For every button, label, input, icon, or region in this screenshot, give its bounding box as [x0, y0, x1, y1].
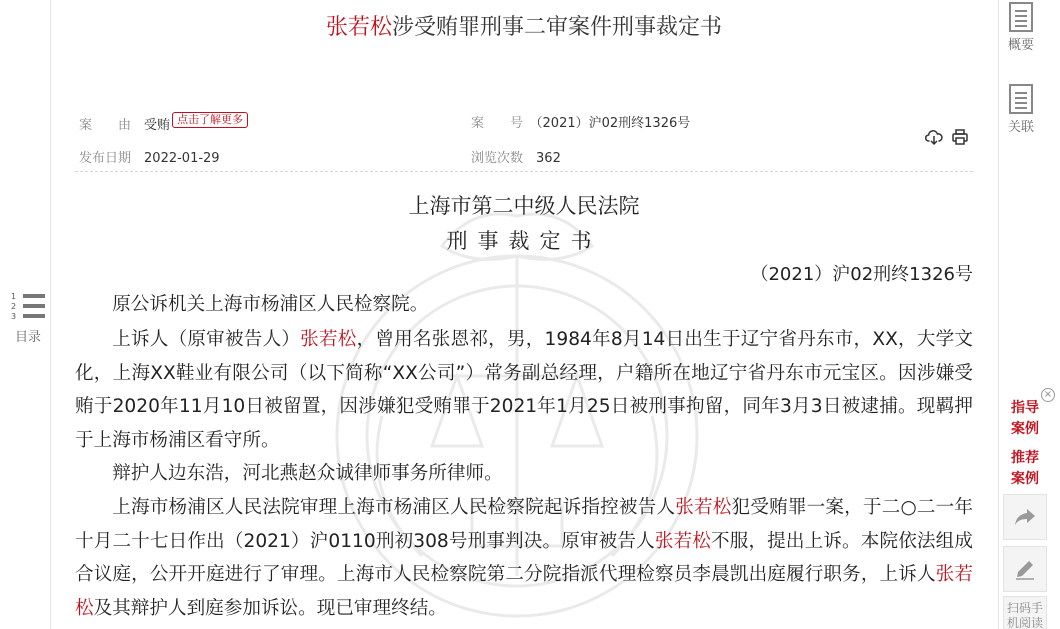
document-area [75, 0, 973, 629]
case-number-value: （2021）沪02刑终1326号 [536, 116, 691, 131]
edit-note-button[interactable] [1003, 546, 1047, 592]
pencil-icon [1013, 557, 1037, 581]
related-label: 关联 [1007, 120, 1034, 135]
page-title [75, 10, 973, 41]
case-number-field: 案 号 （2021）沪02刑终1326号 [471, 116, 691, 131]
publish-date-value: 2022-01-29 [144, 151, 220, 166]
related-button[interactable] [999, 84, 1043, 135]
table-of-contents-button[interactable] [10, 292, 46, 345]
cause-field: 案 由 受贿 点击了解更多 [79, 112, 248, 133]
list-numbered-icon: 1 2 3 [11, 292, 45, 322]
document-type: 刑事裁定书 [446, 229, 602, 253]
recommended-cases-link[interactable]: 推荐案例 [1011, 450, 1039, 487]
paragraph-prosecutor: 原公诉机关上海市杨浦区人民检察院。 [112, 294, 429, 315]
share-button[interactable] [1003, 494, 1047, 540]
overview-button[interactable] [999, 2, 1043, 53]
defendant-name-link[interactable]: 张若松 [75, 564, 973, 619]
defendant-name-link[interactable]: 张若松 [300, 329, 357, 350]
title-defendant-name[interactable]: 张若松 [325, 15, 392, 40]
view-count-value: 362 [536, 151, 561, 166]
title-text: 涉受贿罪刑事二审案件刑事裁定书 [392, 15, 723, 40]
document-case-number: （2021）沪02刑终1326号 [750, 264, 973, 285]
document-icon [1009, 84, 1033, 114]
toc-label: 目录 [14, 330, 41, 345]
cause-value: 受贿 [144, 118, 171, 133]
document-icon [1009, 2, 1033, 32]
close-icon[interactable]: × [1041, 388, 1055, 402]
cloud-download-icon[interactable] [925, 128, 943, 146]
view-count-field: 浏览次数 362 [471, 151, 561, 166]
learn-more-tag[interactable]: 点击了解更多 [172, 112, 248, 128]
publish-date-field: 发布日期 2022-01-29 [79, 151, 220, 166]
paragraph-appellant: 上诉人（原审被告人）张若松，曾用名张恩祁，男，1984年8月14日出生于辽宁省丹东市，XX，大学文化，上海XX鞋业有限公司（以下简称“XX公司”）常务副总经理，户籍所在地辽宁省丹东市元宝区。因涉嫌受贿于2020年11月10日被留置，因涉嫌犯受贿罪于2021年1月25日被刑事拘留，同年3月3日被逮捕。现羁押于上海市杨浦区看守所。 [75, 329, 973, 451]
meta-divider [75, 171, 973, 172]
guide-cases-link[interactable]: 指导案例 [1011, 400, 1039, 437]
paragraph-defender: 辩护人边东浩，河北燕赵众诚律师事务所律师。 [112, 463, 503, 484]
printer-icon[interactable] [951, 128, 969, 146]
share-arrow-icon [1013, 507, 1037, 527]
scan-qr-read-button[interactable]: 扫码手机阅读 [1003, 596, 1047, 629]
right-sidebar [998, 0, 1060, 629]
left-sidebar [0, 0, 51, 629]
paragraph-procedure: 上海市杨浦区人民法院审理上海市杨浦区人民检察院起诉指控被告人张若松犯受贿罪一案，于二○二一年十月二十七日作出（2021）沪0110刑初308号刑事判决。原审被告人张若松不服，提出上诉。本院依法组成合议庭，公开开庭进行了审理。上海市人民检察院第二分院指派代理检察员李晨凯出庭履行职务，上诉人张若松及其辩护人到庭参加诉讼。现已审理终结。 [75, 497, 973, 619]
defendant-name-link[interactable]: 张若松 [675, 497, 732, 518]
overview-label: 概要 [1007, 38, 1034, 53]
court-name: 上海市第二中级人民法院 [408, 194, 640, 218]
defendant-name-link[interactable]: 张若松 [654, 530, 711, 552]
